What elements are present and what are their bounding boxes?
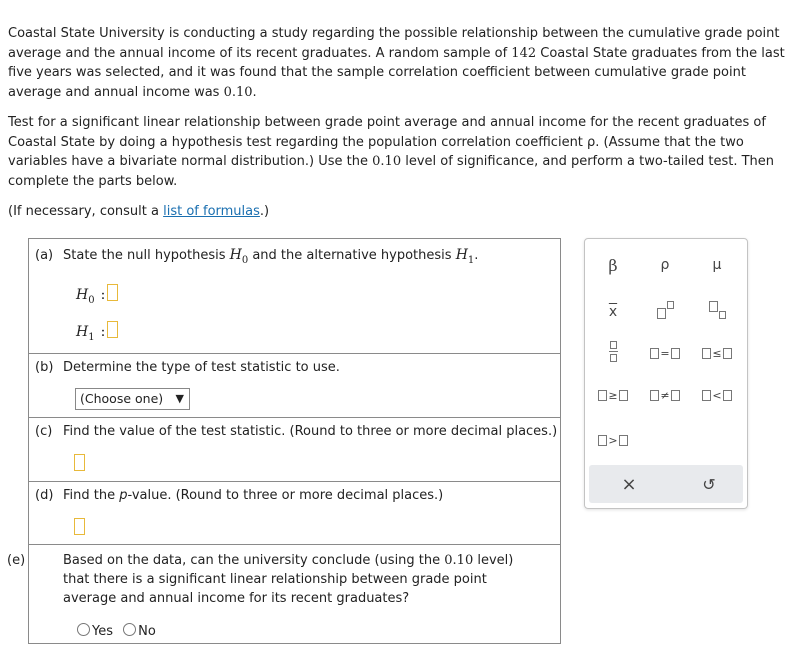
right-square — [671, 390, 680, 401]
part-d — [29, 482, 560, 545]
rho-button[interactable] — [645, 252, 685, 278]
intro-paragraph-2 — [8, 113, 793, 191]
part-label: (d) — [35, 488, 54, 503]
part-text: . — [474, 248, 479, 263]
null-hypothesis-input[interactable] — [107, 284, 118, 301]
part-d-title — [35, 486, 443, 505]
equals-button[interactable] — [645, 340, 685, 366]
significance-level: 0.10 — [372, 154, 402, 169]
part-c — [29, 418, 560, 482]
clear-icon: × — [621, 473, 637, 495]
radio-yes[interactable] — [77, 624, 113, 639]
left-square — [702, 348, 711, 359]
radio-circle-icon — [123, 623, 136, 636]
part-text: Determine the type of test statistic to use. — [63, 360, 340, 375]
subscript-square — [719, 311, 726, 319]
intro-text: .) — [259, 204, 270, 219]
fraction-button[interactable] — [593, 338, 633, 364]
part-label: (b) — [35, 360, 54, 375]
part-a-title — [35, 246, 478, 270]
h-letter: H — [455, 247, 468, 263]
right-square — [723, 390, 732, 401]
h1-symbol — [455, 247, 475, 266]
fraction-template-icon — [609, 341, 618, 362]
greater-equal-button[interactable] — [593, 382, 633, 408]
colon: : — [100, 324, 106, 340]
part-text: Based on the data, can the university conclude (using the — [63, 553, 445, 568]
intro-paragraph-3 — [8, 202, 793, 222]
intro-text: . — [252, 84, 257, 100]
h0-symbol — [229, 247, 249, 266]
numerator-square — [610, 341, 617, 349]
less-than-button[interactable] — [697, 382, 737, 408]
part-b-title — [35, 358, 340, 377]
null-hypothesis-row — [76, 284, 118, 306]
operator-symbol: ≤ — [712, 346, 722, 360]
xbar-button[interactable] — [593, 299, 633, 325]
superscript-button[interactable] — [645, 297, 685, 323]
h-letter: H — [229, 247, 242, 263]
problem-statement — [8, 24, 793, 222]
select-value: (Choose one) — [80, 391, 164, 406]
h0-label: H — [76, 287, 89, 303]
dropdown-arrow-icon: ▼ — [175, 392, 184, 405]
radio-no[interactable] — [123, 624, 156, 639]
left-square — [598, 435, 607, 446]
part-text: level) that there is a significant linear relationship between grade point average and annual income for its recent graduates? — [63, 553, 514, 606]
rho-symbol: ρ — [660, 257, 670, 273]
subscript-button[interactable] — [697, 297, 737, 323]
radio-label: No — [138, 624, 156, 639]
operator-symbol: ≠ — [660, 388, 670, 402]
mu-button[interactable] — [697, 252, 737, 278]
left-square — [598, 390, 607, 401]
h-subscript: 1 — [467, 254, 475, 266]
undo-icon: ↺ — [702, 474, 716, 494]
operator-symbol: = — [660, 346, 670, 360]
alt-hypothesis-row — [76, 321, 118, 343]
part-label: (a) — [35, 248, 54, 263]
h0-subscript: 0 — [88, 294, 95, 306]
sample-correlation: 0.10 — [223, 84, 253, 100]
not-equal-button[interactable] — [645, 382, 685, 408]
part-text: Find the value of the test statistic. (Round to three or more decimal places.) — [63, 424, 558, 439]
sample-size: 142 — [511, 45, 537, 61]
colon: : — [100, 287, 106, 303]
intro-text: Coastal State graduates from the last five years was selected, and it was found that the sample correlation coefficient between cumulative grade point average and annual income was — [8, 45, 785, 100]
operator-symbol: > — [608, 433, 618, 447]
part-e-title — [7, 551, 543, 608]
conclusion-radio-group — [77, 623, 162, 639]
formulas-link[interactable]: list of formulas — [163, 204, 260, 219]
undo-button[interactable] — [689, 471, 729, 497]
intro-text: Coastal State University is conducting a study regarding the possible relationship between the cumulative grade point average and the annual income of its recent graduates. A random sample of — [8, 26, 780, 61]
denominator-square — [610, 354, 617, 362]
intro-text: (If necessary, consult a — [8, 204, 164, 219]
right-square — [619, 435, 628, 446]
p-symbol: p — [119, 488, 128, 503]
significance-level: 0.10 — [444, 553, 474, 568]
part-b — [29, 354, 560, 418]
beta-symbol: β — [608, 255, 618, 275]
right-square — [671, 348, 680, 359]
xbar-symbol: $\overline{x}$ — [608, 304, 618, 320]
part-label: (e) — [7, 553, 26, 568]
h1-subscript: 1 — [88, 331, 95, 343]
greater-than-button[interactable] — [593, 427, 633, 453]
p-value-input[interactable] — [74, 518, 85, 535]
symbol-palette — [584, 238, 748, 509]
palette-action-bar — [589, 465, 743, 503]
left-square — [650, 348, 659, 359]
less-equal-button[interactable] — [697, 340, 737, 366]
fraction-bar — [609, 351, 618, 352]
test-statistic-select[interactable] — [75, 388, 190, 410]
right-square — [619, 390, 628, 401]
part-c-title — [35, 422, 557, 441]
base-square — [709, 301, 718, 312]
operator-symbol: < — [712, 388, 722, 402]
part-text: Find the — [63, 488, 120, 503]
h1-label: H — [76, 324, 89, 340]
part-e — [7, 545, 560, 643]
radio-circle-icon — [77, 623, 90, 636]
part-text: and the alternative hypothesis — [248, 248, 456, 263]
part-text: -value. (Round to three or more decimal places.) — [127, 488, 444, 503]
intro-paragraph-1 — [8, 24, 793, 102]
mu-symbol: μ — [712, 257, 722, 273]
clear-button[interactable] — [609, 471, 649, 497]
part-label: (c) — [35, 424, 53, 439]
subscript-template-icon — [707, 301, 727, 319]
alt-hypothesis-input[interactable] — [107, 321, 118, 338]
beta-button[interactable] — [593, 252, 633, 278]
part-text: State the null hypothesis — [63, 248, 230, 263]
base-square — [657, 308, 666, 319]
left-square — [650, 390, 659, 401]
superscript-template-icon — [655, 301, 675, 319]
left-square — [702, 390, 711, 401]
question-parts — [7, 238, 561, 644]
operator-symbol: ≥ — [608, 388, 618, 402]
exponent-square — [667, 301, 674, 309]
intro-text: level of significance, and perform a two-tailed test. Then complete the parts below. — [8, 154, 775, 189]
intro-text: Test for a significant linear relationship between grade point average and annual income for the recent graduates of Coastal State by doing a hypothesis test regarding the population correlation coefficient ρ. (Assume that the two variables have a bivariate normal distribution.) Use the — [8, 115, 766, 169]
part-a — [29, 239, 560, 354]
right-square — [723, 348, 732, 359]
test-statistic-input[interactable] — [74, 454, 85, 471]
h-subscript: 0 — [241, 254, 249, 266]
radio-label: Yes — [92, 624, 113, 639]
